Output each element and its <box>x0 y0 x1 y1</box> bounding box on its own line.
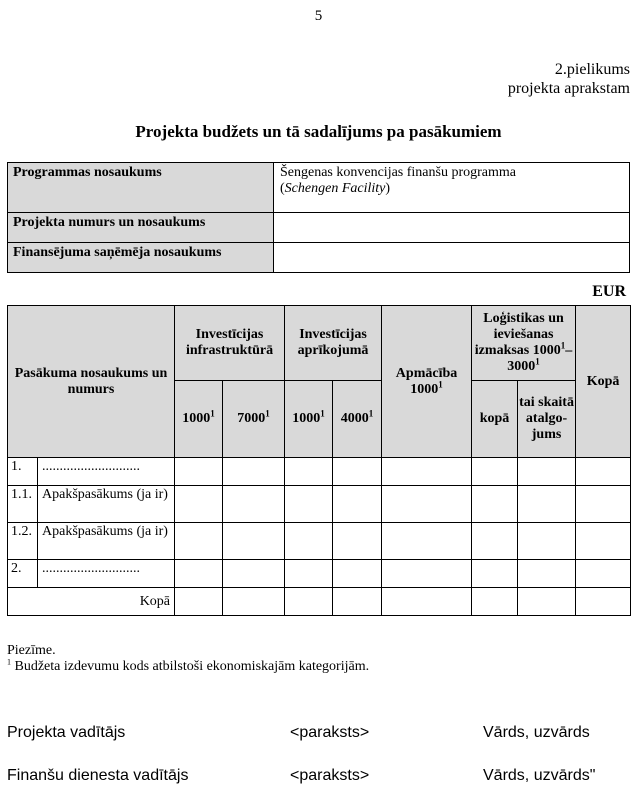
document-title: Projekta budžets un tā sadalījums pa pasākumiem <box>135 122 502 141</box>
note-text: Budžeta izdevumu kods atbilstoši ekonomiskajām kategorijām. <box>14 659 370 674</box>
total-row <box>8 588 631 616</box>
row-number: 1. <box>8 458 38 486</box>
header-logistics-salary: tai skaitā atalgo- jums <box>518 381 576 458</box>
header-code-4000: 4000$^1$ <box>333 381 382 458</box>
note-mark: 1 <box>7 657 11 667</box>
table-row <box>8 523 631 560</box>
header-infrastructure: Investīcijas infrastruktūrā <box>175 306 285 381</box>
program-value-italic: Schengen Facility <box>284 181 386 196</box>
annex-line-1: 2.pielikums <box>554 61 630 78</box>
header-equipment: Investīcijas aprīkojumā <box>285 306 382 381</box>
recipient-row <box>8 243 630 273</box>
row-name: ............................ <box>38 458 175 486</box>
signature-role-2: Finanšu dienesta vadītājs <box>7 767 189 784</box>
row-name: ............................ <box>38 560 175 588</box>
row-number: 1.1. <box>8 486 38 523</box>
currency-label: EUR <box>592 283 626 300</box>
header-code-1000-equip: 1000$^1$ <box>285 381 333 458</box>
recipient-value[interactable] <box>274 243 630 273</box>
signature-name-1: Vārds, uzvārds <box>483 724 590 741</box>
project-info-table <box>7 162 630 273</box>
note-text-line <box>7 659 369 675</box>
header-logistics: Loģistikas un ieviešanas izmaksas 1000$^1$–3000$^1$ <box>472 306 576 381</box>
header-total: Kopā <box>576 306 631 458</box>
program-row <box>8 163 630 213</box>
project-label: Projekta numurs un nosaukums <box>8 213 274 243</box>
header-activity: Pasākuma nosaukums un numurs <box>8 306 175 458</box>
project-row <box>8 213 630 243</box>
budget-table <box>7 305 631 616</box>
header-code-7000: 7000$^1$ <box>223 381 285 458</box>
header-code-1000-infra: 1000$^1$ <box>175 381 223 458</box>
footnote <box>7 643 369 675</box>
signature-placeholder-2: <paraksts> <box>290 767 370 784</box>
annex-reference <box>508 60 630 98</box>
row-name: Apakšpasākums (ja ir) <box>38 523 175 560</box>
recipient-label: Finansējuma saņēmēja nosaukums <box>8 243 274 273</box>
table-row <box>8 486 631 523</box>
program-value: Šengenas konvencijas finanšu programma (Schengen Facility) <box>274 163 630 213</box>
annex-line-2: projekta aprakstam <box>507 80 630 97</box>
header-logistics-total: kopā <box>472 381 518 458</box>
row-number: 1.2. <box>8 523 38 560</box>
row-name: Apakšpasākums (ja ir) <box>38 486 175 523</box>
note-heading: Piezīme. <box>7 643 56 658</box>
program-value-text: Šengenas konvencijas finanšu programma <box>280 165 516 180</box>
project-value[interactable] <box>274 213 630 243</box>
row-number: 2. <box>8 560 38 588</box>
table-row <box>8 560 631 588</box>
signature-placeholder-1: <paraksts> <box>290 724 370 741</box>
page-number: 5 <box>314 8 323 24</box>
budget-header-row-1 <box>8 306 631 381</box>
header-training: Apmācība 1000$^1$ <box>382 306 472 458</box>
signature-role-1: Projekta vadītājs <box>7 724 126 741</box>
signature-name-2: Vārds, uzvārds" <box>483 767 596 784</box>
total-label: Kopā <box>8 588 175 616</box>
table-row <box>8 458 631 486</box>
program-label: Programmas nosaukums <box>8 163 274 213</box>
